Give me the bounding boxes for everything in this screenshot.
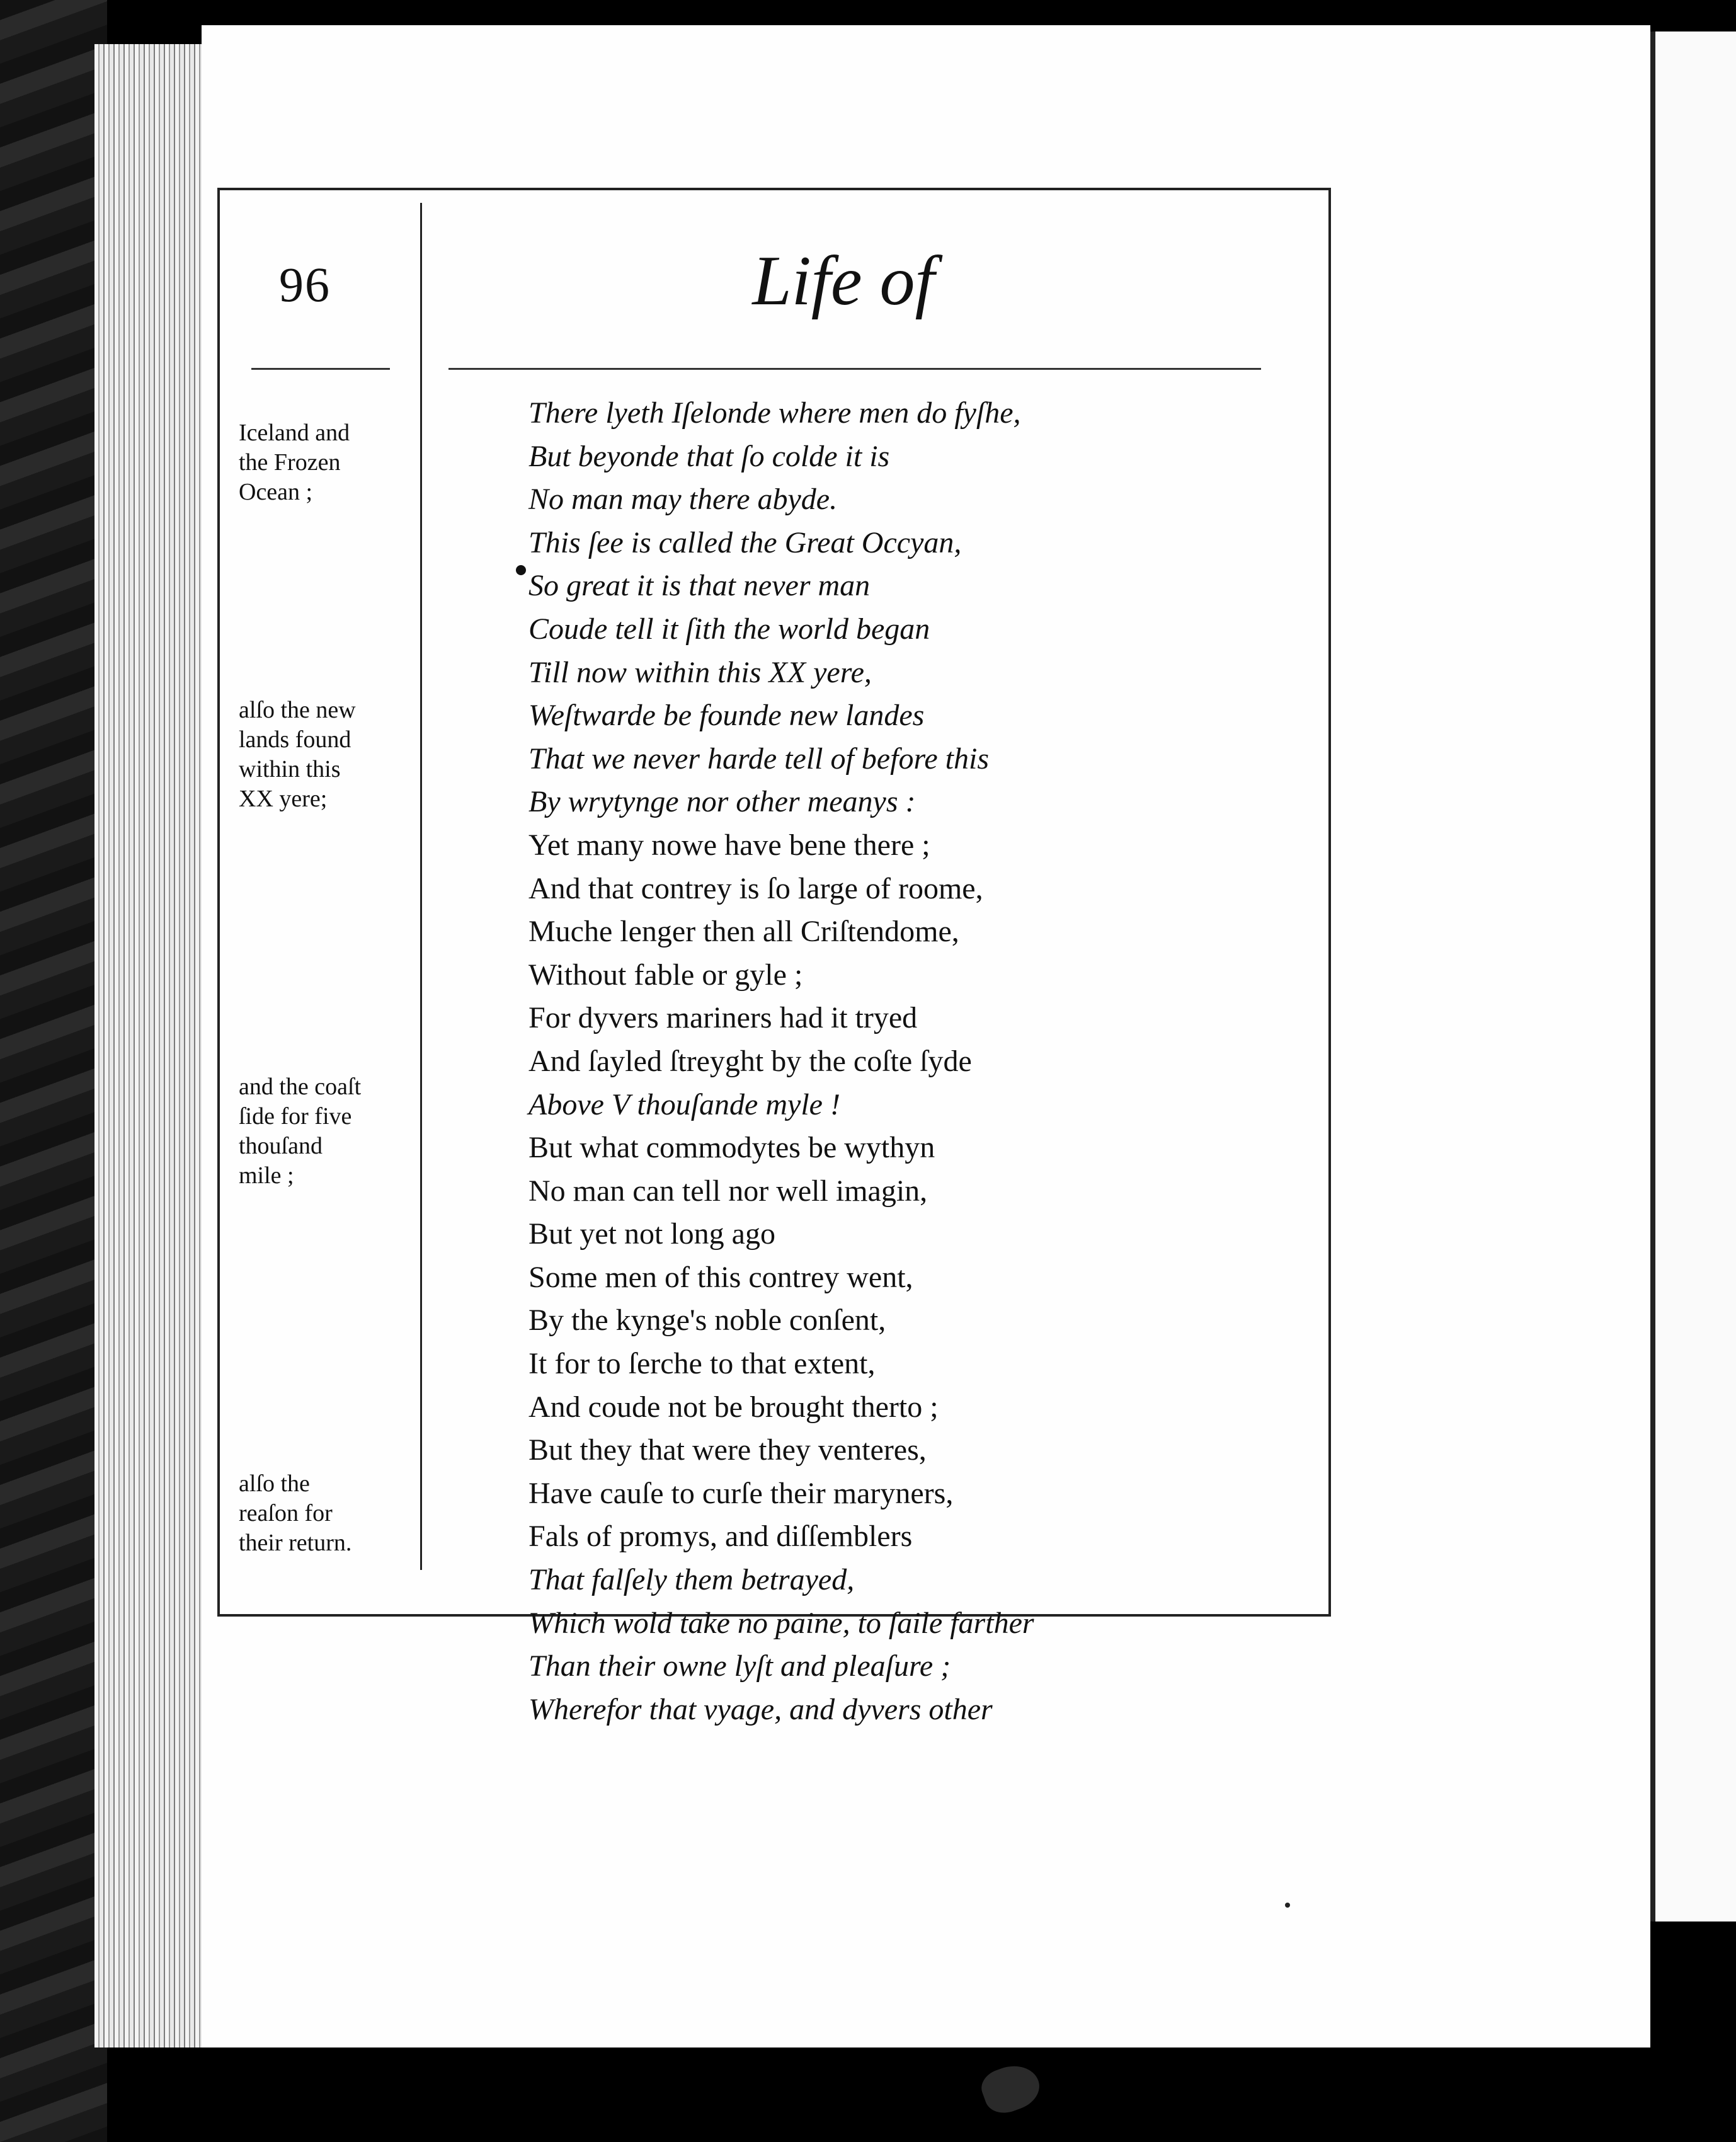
ink-dot: [516, 565, 526, 575]
column-divider: [420, 203, 422, 1570]
side-note-line: lands found: [239, 726, 351, 753]
poem-line: Which wold take no paine, to ſaile farther: [528, 1606, 1034, 1640]
side-note-line: mile ;: [239, 1162, 294, 1189]
poem-line: And ſayled ſtreyght by the coſte ſyde: [528, 1044, 972, 1078]
running-header: Life of: [752, 242, 935, 320]
side-note-line: reaſon for: [239, 1500, 333, 1526]
side-note: [239, 1072, 403, 1191]
poem-line: Some men of this contrey went,: [528, 1260, 913, 1294]
side-note-line: alſo the new: [239, 697, 356, 723]
poem-line: Have cauſe to curſe their maryners,: [528, 1476, 954, 1510]
poem-line: But yet not long ago: [528, 1217, 775, 1251]
side-note-line: their return.: [239, 1530, 352, 1556]
poem-line: And coude not be brought therto ;: [528, 1390, 939, 1424]
header-rule-left: [251, 368, 390, 370]
side-note-line: the Frozen: [239, 449, 341, 476]
poem-line: Till now within this XX yere,: [528, 655, 872, 689]
page-number: 96: [279, 257, 331, 312]
text-frame: [217, 188, 1331, 1726]
poem-line: Wherefor that vyage, and dyvers other: [528, 1692, 993, 1726]
poem-line: Than their owne lyſt and pleaſure ;: [528, 1649, 951, 1683]
header-rule-right: [448, 368, 1261, 370]
poem-line: Muche lenger then all Criſtendome,: [528, 915, 959, 949]
side-note-line: within this: [239, 756, 341, 782]
poem-line: This ſee is called the Great Occyan,: [528, 525, 962, 559]
poem-line: Above V thouſande myle !: [528, 1087, 840, 1121]
poem-line: By wrytynge nor other meanys :: [528, 785, 916, 819]
poem-line: Fals of promys, and diſſemblers: [528, 1520, 913, 1554]
poem-line: Without fable or gyle ;: [528, 958, 803, 992]
poem-line: Weſtwarde be founde new landes: [528, 699, 925, 733]
poem-line: It for to ſerche to that extent,: [528, 1347, 876, 1381]
side-note: [239, 696, 403, 814]
poem-line: Coude tell it ſith the world began: [528, 612, 930, 646]
side-note-line: Ocean ;: [239, 479, 313, 505]
poem-line: That we never harde tell of before this: [528, 742, 989, 776]
facing-page-edge: [1650, 32, 1736, 1922]
poem-line: There lyeth Iſelonde where men do fyſhe,: [528, 396, 1021, 430]
page-edges: [94, 44, 208, 2048]
side-note: [239, 1469, 403, 1558]
poem-line: Yet many nowe have bene there ;: [528, 828, 930, 862]
side-note: [239, 418, 403, 507]
poem-line: So great it is that never man: [528, 569, 871, 603]
poem-line: No man can tell nor well imagin,: [528, 1174, 928, 1208]
poem-line: But they that were they venteres,: [528, 1433, 927, 1467]
side-note-line: alſo the: [239, 1470, 310, 1497]
side-note-line: thouſand: [239, 1133, 323, 1159]
book-edge-shadow: [0, 0, 107, 2142]
side-note-line: XX yere;: [239, 786, 328, 812]
poem-line: For dyvers mariners had it tryed: [528, 1001, 918, 1035]
ink-blot: [977, 2058, 1046, 2119]
poem-body: [528, 392, 1316, 1731]
poem-line: No man may there abyde.: [528, 483, 838, 517]
poem-line: But beyonde that ſo colde it is: [528, 439, 890, 473]
poem-line: By the kynge's noble conſent,: [528, 1303, 886, 1337]
side-note-line: Iceland and: [239, 420, 350, 446]
poem-line: But what commodytes be wythyn: [528, 1131, 935, 1165]
ink-speck: [1285, 1903, 1290, 1908]
side-note-line: ſide for five: [239, 1103, 352, 1130]
poem-line: That falſely them betrayed,: [528, 1563, 855, 1597]
poem-line: And that contrey is ſo large of roome,: [528, 871, 983, 905]
side-note-line: and the coaſt: [239, 1074, 362, 1100]
